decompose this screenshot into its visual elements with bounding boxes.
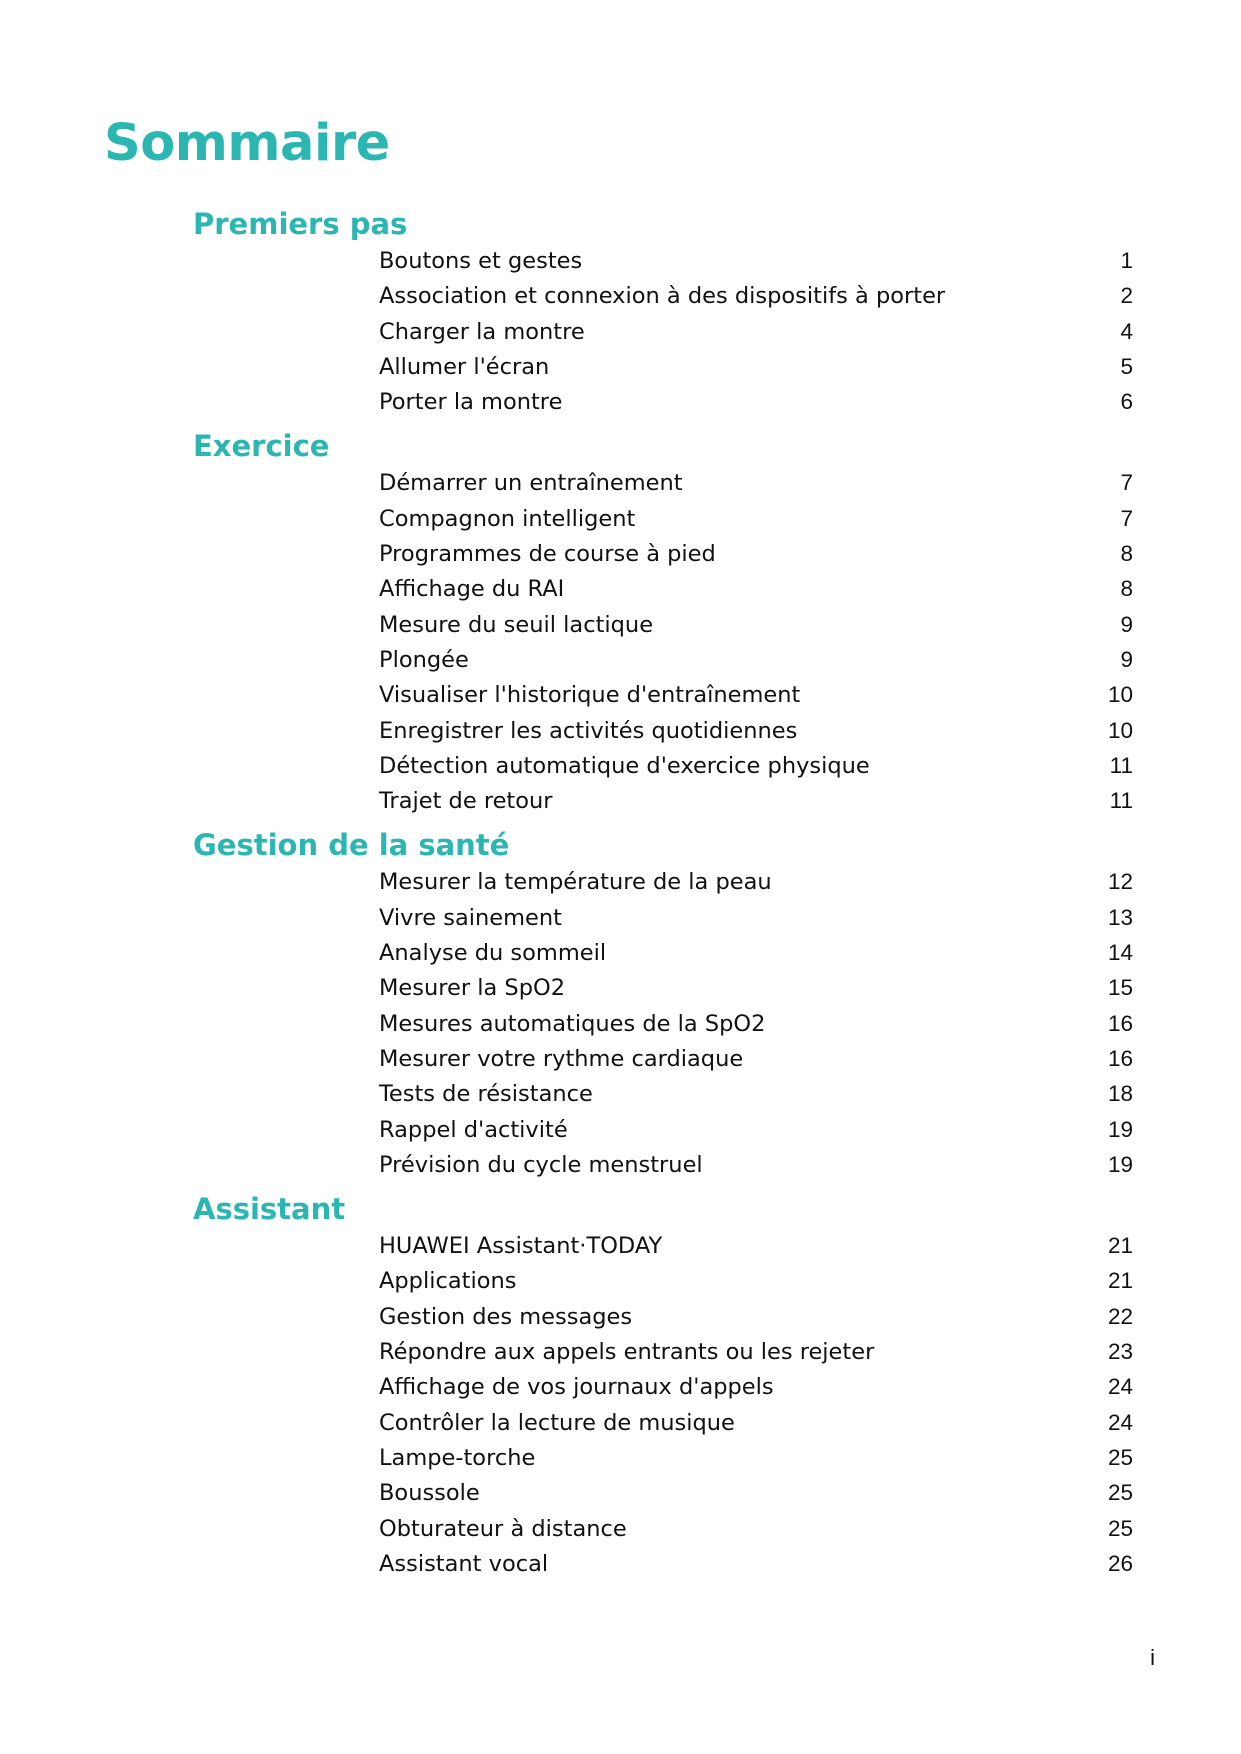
toc-section (0, 204, 1241, 420)
toc-entry-list (0, 244, 1241, 420)
toc-entry-page-number: 1 (1120, 248, 1133, 273)
toc-entry[interactable] (0, 244, 1241, 279)
toc-entry-label: Tests de résistance (379, 1081, 593, 1108)
toc-entry-page-number: 16 (1107, 1010, 1133, 1036)
toc-entry-page-number: 7 (1120, 505, 1133, 531)
toc-entry[interactable] (0, 572, 1241, 607)
toc-entry-label: Boutons et gestes (379, 248, 583, 274)
toc-entry-label: Mesures automatiques de la SpO2 (379, 1010, 766, 1037)
toc-entry-label: Boussole (379, 1480, 480, 1507)
toc-entry-page-number: 7 (1120, 470, 1133, 496)
toc-entry-label: Trajet de retour (379, 788, 553, 815)
toc-entry-label: Prévision du cycle menstruel (379, 1151, 703, 1178)
toc-entry-label: Vivre sainement (379, 904, 562, 931)
toc-entry-label: HUAWEI Assistant·TODAY (379, 1233, 663, 1260)
table-of-contents (0, 204, 1241, 1582)
toc-entry-list (0, 466, 1241, 819)
toc-entry-label: Porter la montre (379, 389, 563, 416)
toc-entry-page-number: 8 (1120, 541, 1133, 567)
toc-entry-label: Analyse du sommeil (379, 940, 607, 967)
toc-entry[interactable] (0, 608, 1241, 643)
toc-entry-page-number: 26 (1107, 1550, 1133, 1576)
toc-entry-page-number: 13 (1107, 904, 1133, 930)
toc-entry-label: Mesure du seuil lactique (379, 611, 654, 638)
toc-entry[interactable] (0, 1512, 1241, 1547)
toc-entry-page-number: 23 (1107, 1339, 1133, 1365)
toc-entry-label: Détection automatique d'exercice physique (379, 752, 870, 779)
toc-entry-page-number: 9 (1120, 611, 1133, 637)
toc-entry-list (0, 1229, 1241, 1582)
toc-entry-page-number: 25 (1107, 1444, 1133, 1470)
toc-entry[interactable] (0, 971, 1241, 1006)
toc-entry-label: Démarrer un entraînement (379, 470, 683, 497)
toc-entry[interactable] (0, 1335, 1241, 1370)
toc-entry-page-number: 15 (1107, 975, 1133, 1001)
toc-entry[interactable] (0, 678, 1241, 713)
toc-entry[interactable] (0, 466, 1241, 501)
toc-entry-label: Affichage du RAI (379, 576, 565, 603)
toc-entry-page-number: 21 (1107, 1233, 1133, 1259)
toc-entry-page-number: 25 (1107, 1480, 1133, 1506)
toc-entry[interactable] (0, 537, 1241, 572)
toc-entry-label: Charger la montre (379, 318, 585, 345)
section-title: Gestion de la santé (193, 828, 510, 863)
toc-entry-label: Affichage de vos journaux d'appels (379, 1374, 774, 1401)
toc-entry-page-number: 18 (1107, 1081, 1133, 1107)
toc-entry-page-number: 21 (1107, 1268, 1133, 1294)
toc-entry-page-number: 24 (1107, 1409, 1133, 1435)
toc-entry-page-number: 19 (1107, 1116, 1133, 1142)
toc-entry-label: Obturateur à distance (379, 1515, 627, 1542)
toc-entry[interactable] (0, 865, 1241, 900)
toc-entry[interactable] (0, 1370, 1241, 1405)
toc-entry[interactable] (0, 1300, 1241, 1335)
toc-entry-label: Applications (379, 1268, 517, 1295)
toc-entry-label: Mesurer la température de la peau (379, 869, 772, 896)
toc-entry-page-number: 10 (1107, 717, 1133, 743)
toc-entry-label: Contrôler la lecture de musique (379, 1409, 735, 1436)
toc-entry-page-number: 11 (1109, 788, 1133, 814)
toc-entry-page-number: 6 (1120, 389, 1133, 415)
toc-entry[interactable] (0, 1547, 1241, 1582)
toc-entry-label: Gestion des messages (379, 1303, 633, 1330)
toc-entry-page-number: 24 (1107, 1374, 1133, 1400)
toc-entry-page-number: 5 (1120, 353, 1133, 379)
toc-entry-label: Visualiser l'historique d'entraînement (379, 682, 801, 709)
toc-entry-page-number: 4 (1120, 318, 1133, 344)
toc-section (0, 825, 1241, 1183)
toc-section (0, 426, 1241, 819)
page-number: i (1150, 1645, 1155, 1670)
toc-entry-page-number: 8 (1120, 576, 1133, 602)
toc-entry[interactable] (0, 901, 1241, 936)
toc-entry-label: Assistant vocal (379, 1550, 549, 1577)
toc-entry[interactable] (0, 1148, 1241, 1183)
toc-entry-label: Mesurer la SpO2 (379, 975, 566, 1002)
toc-entry-page-number: 12 (1107, 869, 1133, 895)
toc-entry-label: Compagnon intelligent (379, 505, 636, 532)
section-title: Assistant (193, 1192, 346, 1227)
toc-entry[interactable] (0, 1441, 1241, 1476)
section-title: Premiers pas (193, 207, 408, 241)
toc-entry-page-number: 22 (1107, 1303, 1133, 1329)
toc-entry[interactable] (0, 1476, 1241, 1511)
toc-entry[interactable] (0, 643, 1241, 678)
toc-entry-page-number: 19 (1107, 1151, 1133, 1177)
toc-entry-label: Programmes de course à pied (379, 541, 716, 568)
toc-entry-label: Répondre aux appels entrants ou les rejeter (379, 1339, 875, 1366)
toc-entry-label: Plongée (379, 646, 469, 673)
toc-entry-page-number: 11 (1109, 752, 1133, 778)
toc-entry[interactable] (0, 1042, 1241, 1077)
toc-entry[interactable] (0, 1113, 1241, 1148)
toc-entry[interactable] (0, 279, 1241, 314)
toc-entry[interactable] (0, 1229, 1241, 1264)
toc-entry[interactable] (0, 315, 1241, 350)
toc-entry-label: Association et connexion à des dispositifs à porter (379, 283, 946, 310)
toc-entry[interactable] (0, 784, 1241, 819)
toc-entry-list (0, 865, 1241, 1183)
toc-entry[interactable] (0, 749, 1241, 784)
toc-entry[interactable] (0, 350, 1241, 385)
toc-entry-label: Mesurer votre rythme cardiaque (379, 1045, 744, 1072)
toc-entry[interactable] (0, 1264, 1241, 1299)
toc-entry-page-number: 2 (1120, 283, 1133, 309)
toc-section (0, 1189, 1241, 1582)
toc-entry-label: Rappel d'activité (379, 1116, 568, 1143)
toc-entry[interactable] (0, 714, 1241, 749)
toc-entry[interactable] (0, 502, 1241, 537)
toc-entry[interactable] (0, 385, 1241, 420)
toc-entry-label: Allumer l'écran (379, 353, 550, 380)
toc-entry[interactable] (0, 1406, 1241, 1441)
toc-entry-label: Lampe-torche (379, 1444, 536, 1471)
toc-entry-page-number: 9 (1120, 646, 1133, 672)
toc-entry-page-number: 16 (1107, 1045, 1133, 1071)
page-title: Sommaire (104, 114, 390, 173)
toc-entry[interactable] (0, 1077, 1241, 1112)
toc-entry-page-number: 25 (1107, 1515, 1133, 1541)
toc-entry-page-number: 14 (1107, 940, 1133, 966)
toc-entry-label: Enregistrer les activités quotidiennes (379, 717, 798, 744)
toc-entry[interactable] (0, 936, 1241, 971)
toc-entry-page-number: 10 (1107, 682, 1133, 708)
toc-entry[interactable] (0, 1007, 1241, 1042)
section-title: Exercice (193, 429, 330, 464)
